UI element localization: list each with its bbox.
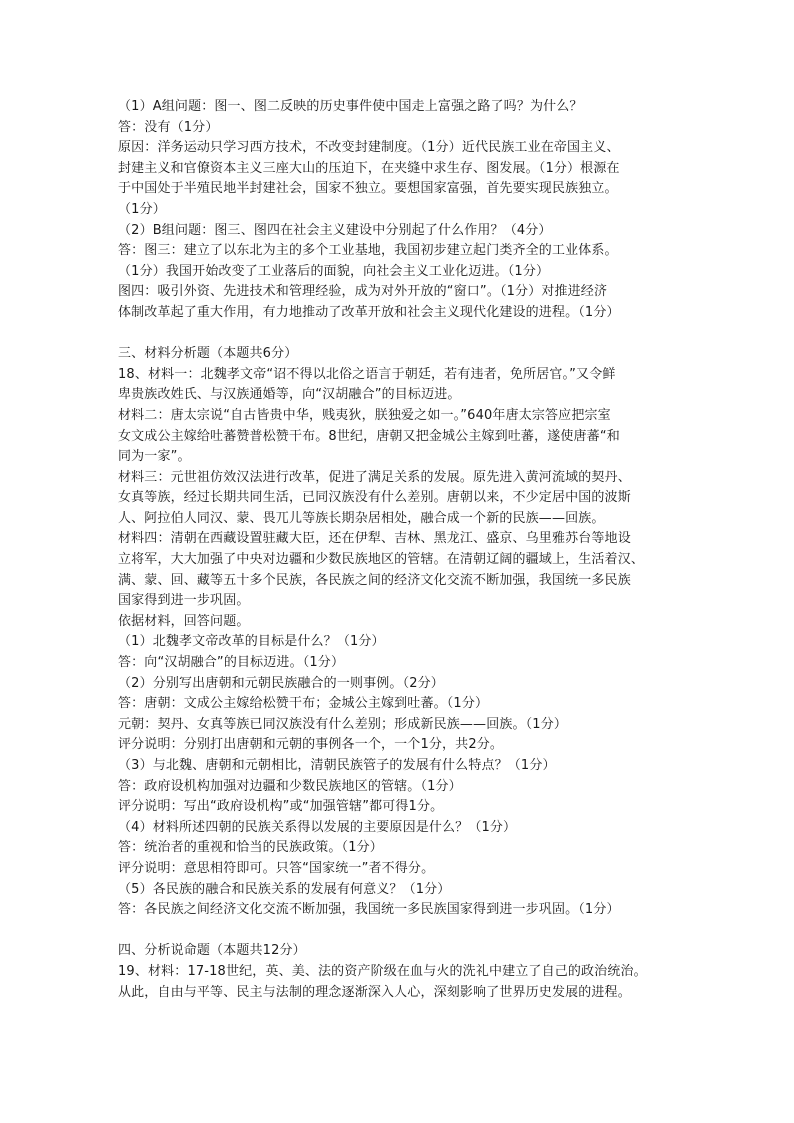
text-line: 答：没有（1分） (118, 119, 219, 135)
text-line: 于中国处于半殖民地半封建社会，国家不独立。要想国家富强，首先要实现民族独立。 (118, 181, 618, 197)
text-line: 体制改革起了重大作用，有力地推动了改革开放和社会主义现代化建设的进程。（1分） (118, 304, 620, 320)
text-line: 四、分析说命题（本题共12分） (118, 943, 306, 959)
text-line: （1）A组问题：图一、图二反映的历史事件使中国走上富强之路了吗？为什么？ (118, 99, 583, 114)
text-line: 评分说明：意思相符即可。只答“国家统一”者不得分。 (118, 860, 435, 876)
text-line: 人、阿拉伯人同汉、蒙、畏兀儿等族长期杂居相处，融合成一个新的民族——回族。 (118, 510, 605, 526)
text-line: （4）材料所述四朝的民族关系得以发展的主要原因是什么？（1分） (118, 819, 517, 835)
text-line: 同为一家”。 (118, 449, 191, 465)
text-line: 材料二：唐太宗说“自古皆贵中华，贱夷狄，朕独爱之如一。”640年唐太宗答应把宗室 (118, 407, 611, 423)
text-line: 依据材料，回答问题。 (118, 613, 250, 629)
text-line: 女真等族，经过长期共同生活，已同汉族没有什么差别。唐朝以来，不少定居中国的波斯 (118, 490, 631, 506)
text-line: 满、蒙、回、藏等五十多个民族，各民族之间的经济文化交流不断加强，我国统一多民族 (118, 572, 631, 588)
text-line: （2）B组问题：图三、图四在社会主义建设中分别起了什么作用？（4分） (118, 222, 552, 238)
text-line: 元朝：契丹、女真等族已同汉族没有什么差别；形成新民族——回族。（1分） (118, 716, 568, 732)
text-line: 18、材料一：北魏孝文帝“诏不得以北俗之语言于朝廷，若有违者，免所居官。”又令鲜 (118, 366, 616, 382)
text-line: 女文成公主嫁给吐蕃赞普松赞干布。8世纪，唐朝又把金城公主嫁到吐蕃，遂使唐蕃“和 (118, 428, 620, 444)
text-line: 答：政府设机构加强对边疆和少数民族地区的管辖。（1分） (118, 778, 462, 794)
text-line: （5）各民族的融合和民族关系的发展有何意义？（1分） (118, 881, 451, 897)
blank-line (118, 921, 678, 942)
text-line: 答：统治者的重视和恰当的民族政策。（1分） (118, 840, 383, 856)
blank-line (118, 324, 678, 345)
text-line: 材料三：元世祖仿效汉法进行改革，促进了满足关系的发展。原先进入黄河流域的契丹、 (118, 469, 631, 485)
text-line: 评分说明：分别打出唐朝和元朝的事例各一个，一个1分，共2分。 (118, 737, 504, 753)
text-line: 国家得到进一步巩固。 (118, 593, 250, 609)
text-line: 卑贵族改姓氏、与汉族通婚等，向“汉胡融合”的目标迈进。 (118, 387, 461, 403)
text-line: 材料四：清朝在西藏设置驻藏大臣，还在伊犁、吉林、黑龙江、盛京、乌里雅苏台等地设 (118, 531, 631, 547)
text-line: 从此，自由与平等、民主与法制的理念逐渐深入人心，深刻影响了世界历史发展的进程。 (118, 984, 631, 1000)
text-line: 答：图三：建立了以东北为主的多个工业基地，我国初步建立起门类齐全的工业体系。 (118, 243, 618, 259)
text-line: 三、材料分析题（本题共6分） (118, 346, 298, 362)
document-body (118, 97, 678, 1003)
text-line: （1分） (118, 201, 166, 217)
text-line: （3）与北魏、唐朝和元朝相比，清朝民族管子的发展有什么特点？（1分） (118, 758, 556, 773)
text-line: （1分）我国开始改变了工业落后的面貌，向社会主义工业化迈进。（1分） (118, 263, 550, 279)
text-line: 答：唐朝：文成公主嫁给松赞干布；金城公主嫁到吐蕃。（1分） (118, 696, 489, 712)
text-line: 答：各民族之间经济文化交流不断加强，我国统一多民族国家得到进一步巩固。（1分） (118, 902, 620, 918)
text-line: 封建主义和官僚资本主义三座大山的压迫下，在夹缝中求生存、图发展。（1分）根源在 (118, 160, 620, 176)
text-line: （2）分别写出唐朝和元朝民族融合的一则事例。（2分） (118, 675, 444, 691)
text-line: 立将军，大大加强了中央对边疆和少数民族地区的管辖。在清朝辽阔的疆域上，生活着汉、 (118, 552, 645, 568)
text-line: 原因：洋务运动只学习西方技术，不改变封建制度。（1分）近代民族工业在帝国主义、 (118, 140, 620, 156)
text-line: 答：向“汉胡融合”的目标迈进。（1分） (118, 655, 345, 671)
text-line: 评分说明：写出“政府设机构”或“加强管辖”都可得1分。 (118, 799, 444, 815)
text-line: 19、材料：17-18世纪，英、美、法的资产阶级在血与火的洗礼中建立了自己的政治统治。 (118, 963, 647, 979)
text-line: 图四：吸引外资、先进技术和管理经验，成为对外开放的“窗口”。（1分）对推进经济 (118, 284, 608, 300)
text-line: （1）北魏孝文帝改革的目标是什么？（1分） (118, 634, 385, 650)
